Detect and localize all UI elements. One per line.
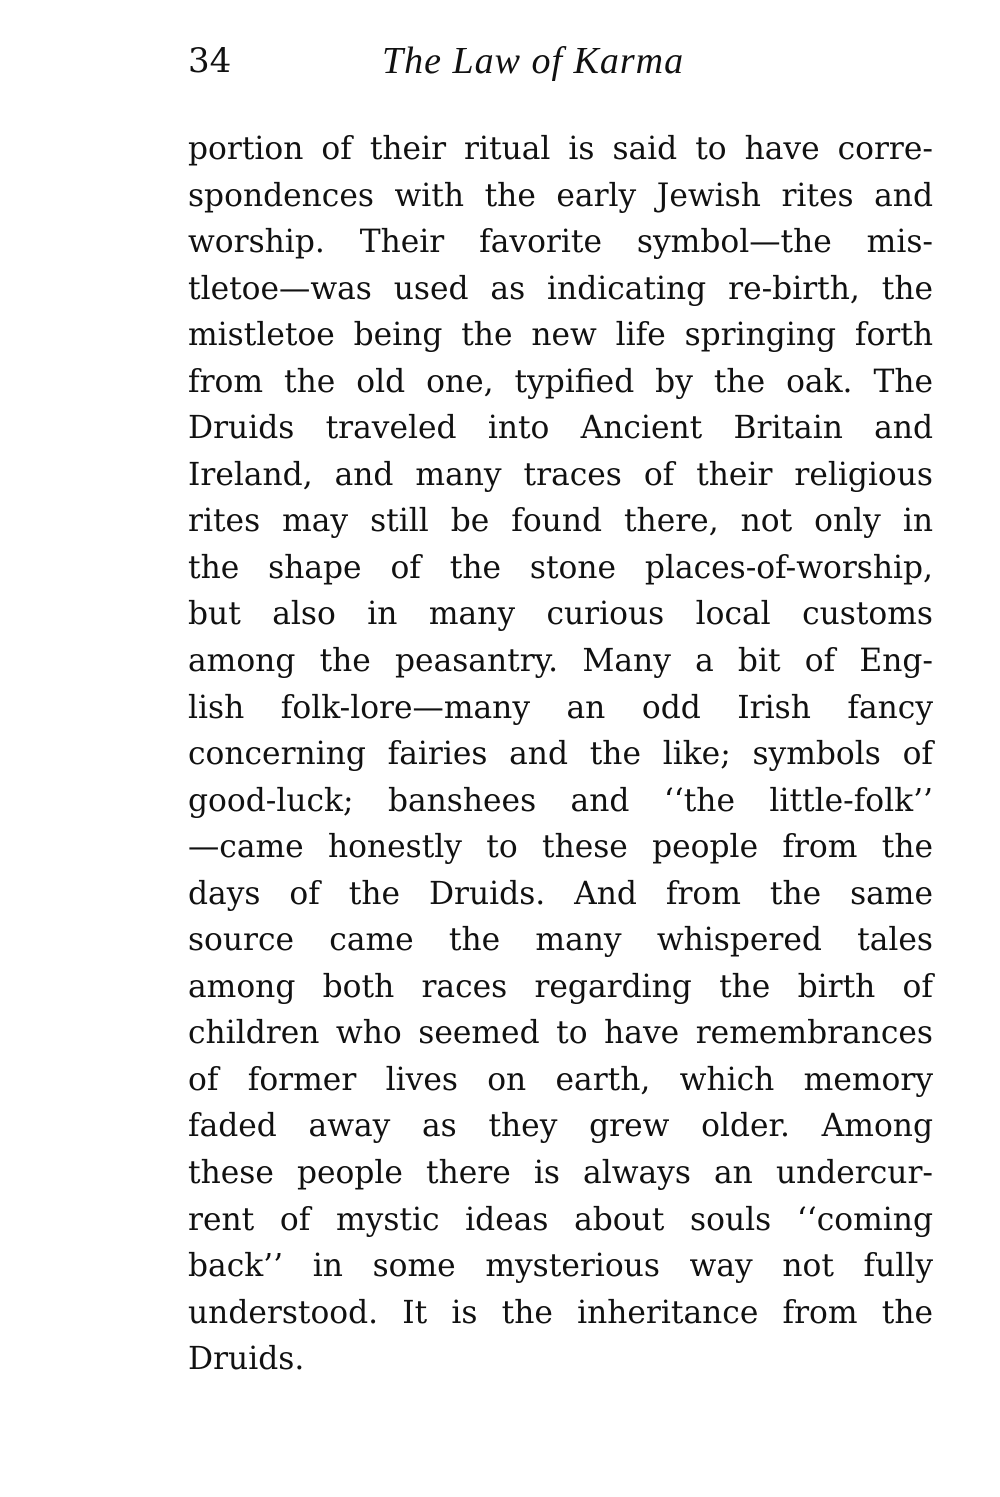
text-line: back’’ in some mysterious way not fully [188,1248,933,1285]
body-paragraph [188,126,933,1383]
text-line: lish folk-lore—many an odd Irish fancy [188,689,933,726]
text-line: rites may still be found there, not only in [188,503,933,540]
text-line: mistletoe being the new life springing forth [188,317,933,354]
text-line: faded away as they grew older. Among [188,1108,933,1145]
text-line: good-luck; banshees and ‘‘the little-folk’’ [188,782,933,819]
text-line: source came the many whispered tales [188,922,933,959]
running-head [188,36,742,86]
text-line: children who seemed to have remembrances [188,1015,933,1052]
text-line: spondences with the early Jewish rites and [188,177,933,214]
text-line: rent of mystic ideas about souls ‘‘coming [188,1201,933,1238]
text-line: Ireland, and many traces of their religious [188,456,933,493]
text-line: days of the Druids. And from the same [188,875,933,912]
text-line: tletoe—was used as indicating re-birth, the [188,270,933,307]
text-line: worship. Their favorite symbol—the mis- [188,224,933,261]
text-line: portion of their ritual is said to have corre- [188,131,933,167]
book-title: The Law of Karma [382,40,685,82]
text-line: —came honestly to these people from the [188,829,933,866]
page-number: 34 [188,41,232,81]
text-line: of former lives on earth, which memory [188,1061,933,1098]
text-line: Druids. [188,1341,305,1378]
text-line: from the old one, typified by the oak. The [188,363,933,400]
text-line: among the peasantry. Many a bit of Eng- [188,643,933,680]
text-line: these people there is always an undercur- [188,1155,933,1192]
text-line: Druids traveled into Ancient Britain and [188,410,933,447]
text-line: understood. It is the inheritance from the [188,1294,933,1331]
text-line: but also in many curious local customs [188,596,933,633]
text-line: among both races regarding the birth of [188,968,933,1005]
text-line: concerning fairies and the like; symbols of [188,736,933,773]
text-line: the shape of the stone places-of-worship, [188,549,933,586]
